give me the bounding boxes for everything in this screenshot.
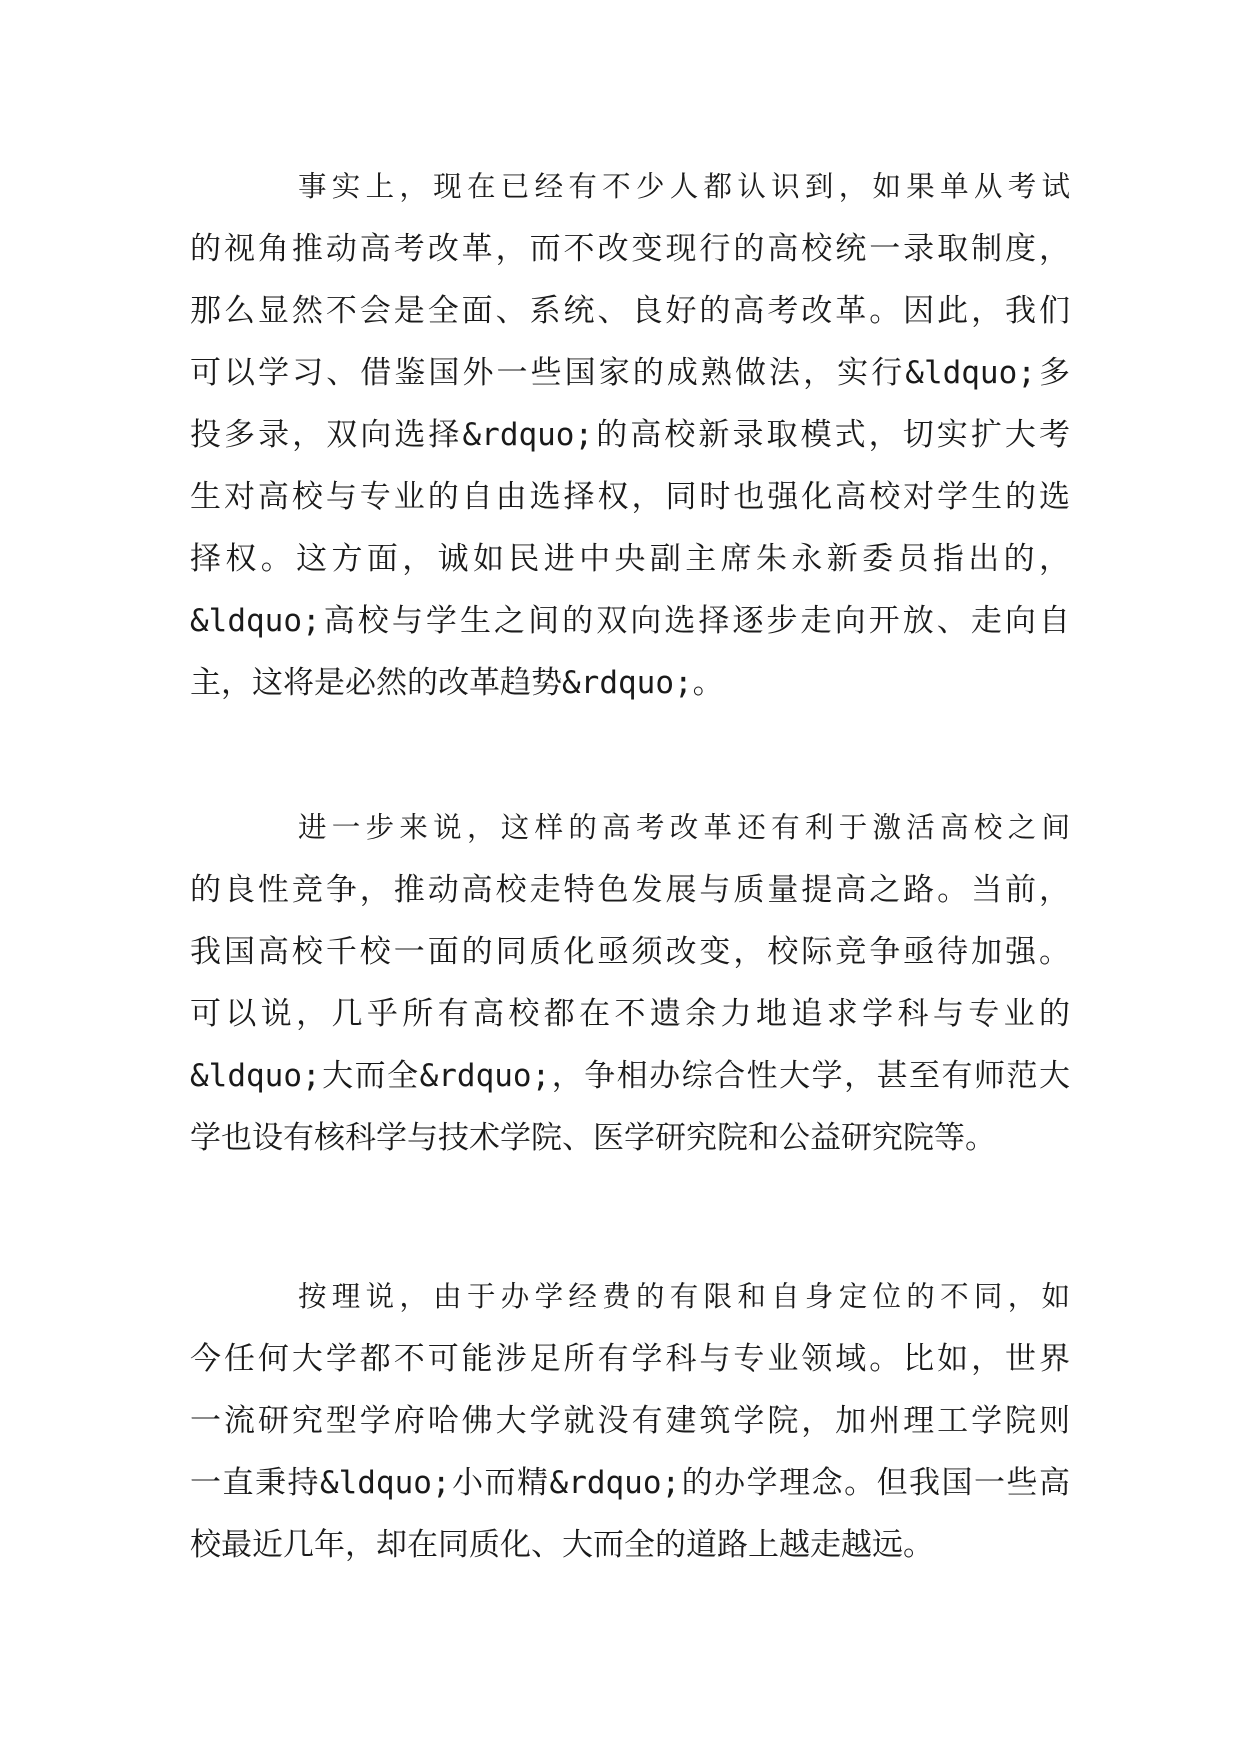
paragraph-line: 校最近几年，却在同质化、大而全的道路上越走越远。 bbox=[190, 1527, 934, 1563]
paragraph-line: &ldquo;高校与学生之间的双向选择逐步走向开放、走向自 bbox=[190, 603, 1070, 639]
paragraph-line: 进一步来说，这样的高考改革还有利于激活高校之间 bbox=[298, 811, 1070, 844]
paragraph-line: 那么显然不会是全面、系统、良好的高考改革。因此，我们 bbox=[190, 293, 1070, 329]
paragraph-line: 今任何大学都不可能涉足所有学科与专业领域。比如，世界 bbox=[190, 1341, 1070, 1377]
paragraph-line: 的良性竞争，推动高校走特色发展与质量提高之路。当前， bbox=[190, 872, 1070, 908]
paragraph-line: 一流研究型学府哈佛大学就没有建筑学院，加州理工学院则 bbox=[190, 1403, 1070, 1439]
paragraph-line: 学也设有核科学与技术学院、医学研究院和公益研究院等。 bbox=[190, 1120, 996, 1156]
paragraph-line: 一直秉持&ldquo;小而精&rdquo;的办学理念。但我国一些高 bbox=[190, 1465, 1070, 1501]
paragraph-line: 生对高校与专业的自由选择权，同时也强化高校对学生的选 bbox=[190, 479, 1070, 515]
paragraph-line: 的视角推动高考改革，而不改变现行的高校统一录取制度， bbox=[190, 231, 1070, 267]
paragraph-2 bbox=[190, 797, 1070, 1169]
paragraph-1 bbox=[190, 156, 1070, 714]
paragraph-line: 投多录，双向选择&rdquo;的高校新录取模式，切实扩大考 bbox=[190, 417, 1070, 453]
paragraph-line: 我国高校千校一面的同质化亟须改变，校际竞争亟待加强。 bbox=[190, 934, 1070, 970]
paragraph-line: 主，这将是必然的改革趋势&rdquo;。 bbox=[190, 665, 724, 701]
paragraph-3 bbox=[190, 1266, 1070, 1576]
paragraph-line: 可以学习、借鉴国外一些国家的成熟做法，实行&ldquo;多 bbox=[190, 355, 1070, 391]
paragraph-line: 事实上，现在已经有不少人都认识到，如果单从考试 bbox=[298, 170, 1070, 203]
paragraph-line: 按理说，由于办学经费的有限和自身定位的不同，如 bbox=[298, 1280, 1070, 1313]
paragraph-line: 择权。这方面，诚如民进中央副主席朱永新委员指出的， bbox=[190, 541, 1070, 577]
paragraph-line: 可以说，几乎所有高校都在不遗余力地追求学科与专业的 bbox=[190, 996, 1070, 1032]
paragraph-line: &ldquo;大而全&rdquo;，争相办综合性大学，甚至有师范大 bbox=[190, 1058, 1070, 1094]
